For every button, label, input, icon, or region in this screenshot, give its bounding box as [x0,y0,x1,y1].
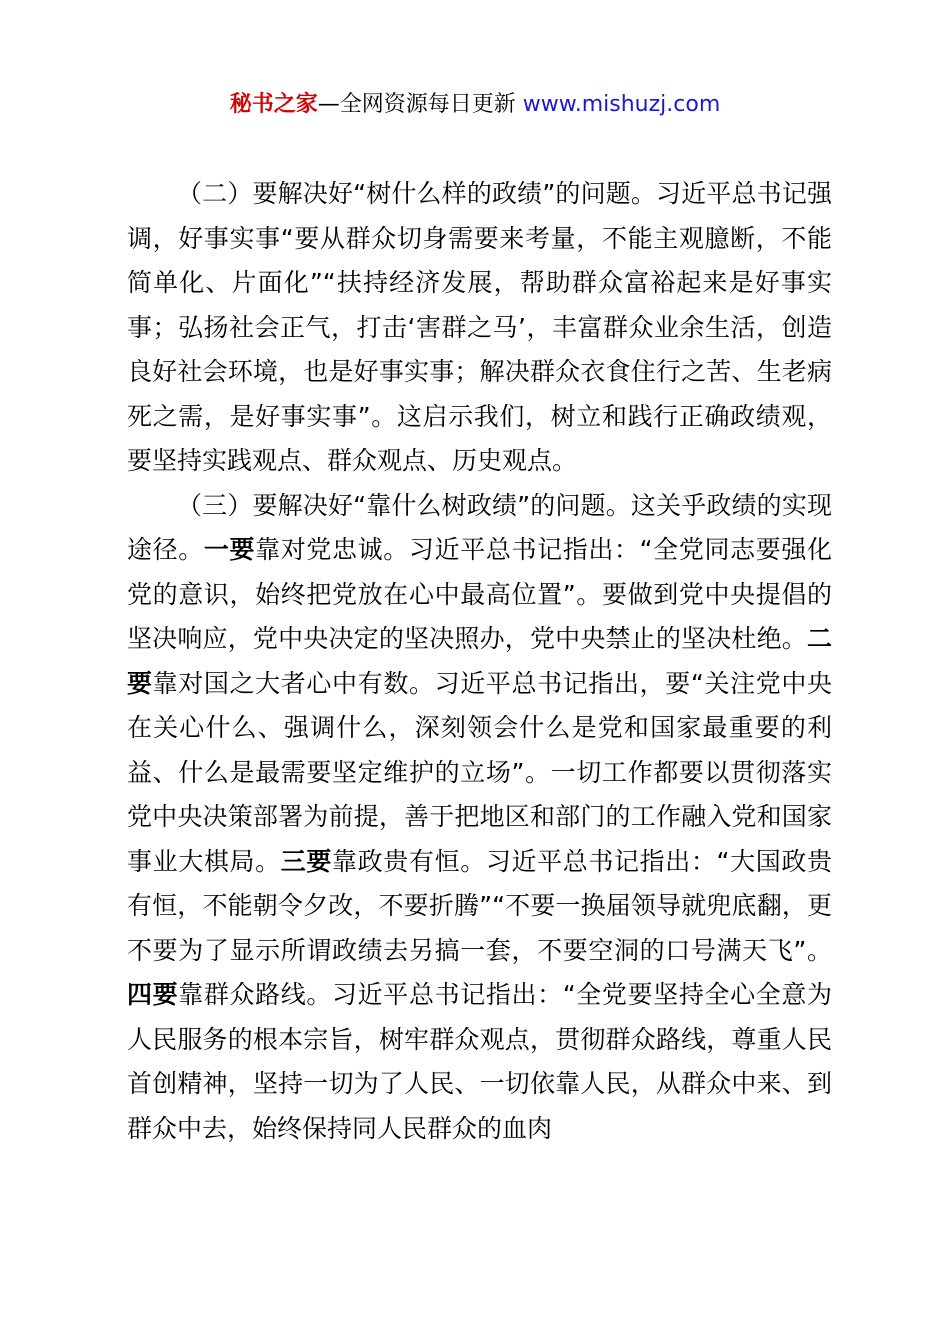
point-1-text: 靠对党忠诚。习近平总书记指出：“全党同志要强化党的意识，始终把党放在心中最高位置”。要做到党中央提倡的坚决响应，党中央决定的坚决照办，党中央禁止的坚决杜绝。 [127,535,832,653]
document-body [127,172,832,1151]
point-2-text: 靠对国之大者心中有数。习近平总书记指出，要“关注党中央在关心什么、强调什么，深刻领会什么是党和国家最重要的利益、什么是最需要坚定维护的立场”。一切工作都要以贯彻落实党中央决策部署为前提，善于把地区和部门的工作融入党和国家事业大棋局。 [127,668,832,876]
point-3-lead: 三要 [280,846,333,876]
paragraph-3 [127,484,832,1152]
header-tagline: —全网资源每日更新 [317,92,523,117]
paragraph-3-intro: （三）要解决好“靠什么树政绩”的问题。这关乎政绩的实现途径。 [127,490,832,564]
brand-name: 秘书之家 [229,92,318,117]
paragraph-2: （二）要解决好“树什么样的政绩”的问题。习近平总书记强调，好事实事“要从群众切身需要来考量，不能主观臆断，不能简单化、片面化”“扶持经济发展，帮助群众富裕起来是好事实事；弘扬社会正气，打击‘害群之马’，丰富群众业余生活，创造良好社会环境，也是好事实事；解决群众衣食住行之苦、生老病死之需，是好事实事”。这启示我们，树立和践行正确政绩观，要坚持实践观点、群众观点、历史观点。 [127,179,832,475]
point-1-lead: 一要 [203,535,256,564]
site-url[interactable]: www.mishuzj.com [522,92,721,117]
point-4-text: 靠群众路线。习近平总书记指出：“全党要坚持全心全意为人民服务的根本宗旨，树牢群众观点，贯彻群众路线，尊重人民首创精神，坚持一切为了人民、一切依靠人民，从群众中来、到群众中去，始终保持同人民群众的血肉 [127,980,832,1143]
point-4-lead: 四要 [127,980,179,1009]
site-header [0,88,950,122]
point-3-text: 靠政贵有恒。习近平总书记指出：“大国政贵有恒，不能朝令夕改，不要折腾”“不要一换届领导就兜底翻，更不要为了显示所谓政绩去另搞一套，不要空洞的口号满天飞”。 [127,846,832,965]
point-2-lead: 二要 [127,624,832,698]
